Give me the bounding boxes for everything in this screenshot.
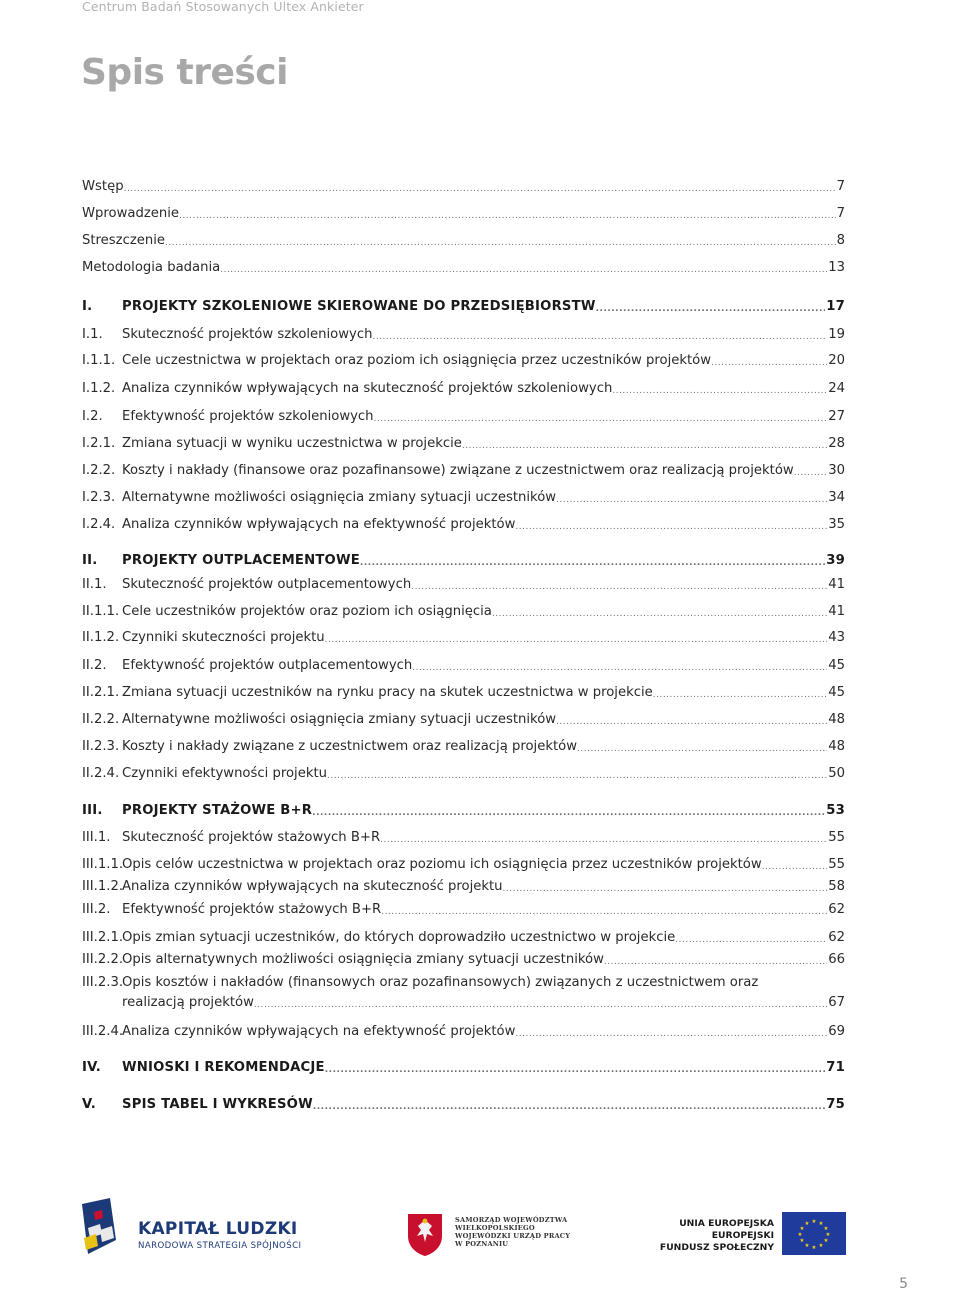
svg-text:★: ★	[799, 1238, 805, 1244]
svg-text:★: ★	[818, 1221, 824, 1227]
toc-entry[interactable]: III.1.2. Analiza czynników wpływających na skuteczność projektu ..... 58	[82, 877, 845, 897]
toc-entry[interactable]: Wstęp ..... 7	[82, 177, 845, 197]
svg-text:★: ★	[799, 1226, 805, 1232]
toc-entry[interactable]: Wprowadzenie ..... 7	[82, 204, 845, 224]
svg-text:★: ★	[811, 1245, 817, 1251]
toc-entry[interactable]: I.2.2. Koszty i nakłady (finansowe oraz pozafinansowe) związane z uczestnictwem oraz realizacją projektów ..... 30	[82, 461, 845, 481]
toc-entry-chapter[interactable]: V. SPIS TABEL I WYKRESÓW ..... 75	[82, 1095, 845, 1115]
svg-text:★: ★	[797, 1232, 803, 1238]
toc-entry[interactable]: Streszczenie ..... 8	[82, 231, 845, 251]
wielkopolska-crest-icon	[406, 1212, 444, 1256]
running-header: Centrum Badań Stosowanych Ultex Ankieter	[82, 0, 364, 14]
toc-entry[interactable]: III.1.1. Opis celów uczestnictwa w projektach oraz poziomu ich osiągnięcia przez uczestników projektów ..... 55	[82, 855, 845, 875]
toc-entry[interactable]: II.2.3. Koszty i nakłady związane z uczestnictwem oraz realizacją projektów ..... 48	[82, 737, 845, 757]
toc-entry[interactable]: III.2. Efektywność projektów stażowych B+R ..... 62	[82, 900, 845, 920]
toc-entry[interactable]: Metodologia badania ..... 13	[82, 258, 845, 278]
toc-entry[interactable]: I.2.4. Analiza czynników wpływających na efektywność projektów ..... 35	[82, 515, 845, 535]
toc-entry-chapter[interactable]: I. PROJEKTY SZKOLENIOWE SKIEROWANE DO PRZEDSIĘBIORSTW ..... 17	[82, 297, 845, 317]
toc-entry-chapter[interactable]: III. PROJEKTY STAŻOWE B+R ..... 53	[82, 801, 845, 821]
toc-entry[interactable]: I.1.1. Cele uczestnictwa w projektach oraz poziom ich osiągnięcia przez uczestników projektów ..... 20	[82, 351, 845, 371]
kapital-ludzki-logo-icon	[80, 1198, 118, 1256]
svg-text:★: ★	[825, 1232, 831, 1238]
toc-entry[interactable]: I.2.3. Alternatywne możliwości osiągnięcia zmiany sytuacji uczestników ..... 34	[82, 488, 845, 508]
toc-entry[interactable]: III.2.1. Opis zmian sytuacji uczestników, do których doprowadziło uczestnictwo w projekcie ..... 62	[82, 928, 845, 948]
eu-flag-icon	[782, 1212, 846, 1255]
toc-entry[interactable]: I.1.2. Analiza czynników wpływających na skuteczność projektów szkoleniowych ..... 24	[82, 379, 845, 399]
toc-entry[interactable]: I.2. Efektywność projektów szkoleniowych ..... 27	[82, 407, 845, 427]
toc-entry[interactable]: II.1.2. Czynniki skuteczności projektu ..... 43	[82, 628, 845, 648]
strategia-subtitle: NARODOWA STRATEGIA SPÓJNOŚCI	[138, 1241, 302, 1251]
toc-entry-chapter[interactable]: II. PROJEKTY OUTPLACEMENTOWE ..... 39	[82, 551, 845, 571]
toc-entry[interactable]: II.2.1. Zmiana sytuacji uczestników na rynku pracy na skutek uczestnictwa w projekcie ..... 45	[82, 683, 845, 703]
svg-text:★: ★	[823, 1226, 829, 1232]
toc-entry[interactable]: III.2.3. Opis kosztów i nakładów (finansowych oraz pozafinansowych) związanych z uczestnictwem oraz realizacją projektów ..... 67	[82, 973, 845, 1015]
samorzad-text: SAMORZĄD WOJEWÓDZTWA WIELKOPOLSKIEGO WOJEWÓDZKI URZĄD PRACY W POZNANIU	[455, 1216, 571, 1249]
toc-entry[interactable]: II.2. Efektywność projektów outplacementowych ..... 45	[82, 656, 845, 676]
svg-text:★: ★	[804, 1221, 810, 1227]
kapital-ludzki-title: KAPITAŁ LUDZKI	[138, 1219, 298, 1239]
toc-entry-chapter[interactable]: IV. WNIOSKI I REKOMENDACJE ..... 71	[82, 1058, 845, 1078]
toc-entry[interactable]: II.2.2. Alternatywne możliwości osiągnięcia zmiany sytuacji uczestników ..... 48	[82, 710, 845, 730]
toc-entry[interactable]: I.2.1. Zmiana sytuacji w wyniku uczestnictwa w projekcie ..... 28	[82, 434, 845, 454]
toc-entry[interactable]: III.1. Skuteczność projektów stażowych B+R ..... 55	[82, 828, 845, 848]
toc-entry[interactable]: I.1. Skuteczność projektów szkoleniowych ..... 19	[82, 325, 845, 345]
page-title: Spis treści	[81, 52, 288, 93]
svg-text:★: ★	[818, 1243, 824, 1249]
svg-text:★: ★	[804, 1243, 810, 1249]
toc-entry[interactable]: III.2.4. Analiza czynników wpływających na efektywność projektów ..... 69	[82, 1022, 845, 1042]
svg-text:★: ★	[811, 1219, 817, 1225]
toc-entry[interactable]: II.1. Skuteczność projektów outplacementowych ..... 41	[82, 575, 845, 595]
svg-text:★: ★	[823, 1238, 829, 1244]
toc-entry[interactable]: III.2.2. Opis alternatywnych możliwości osiągnięcia zmiany sytuacji uczestników ..... 66	[82, 950, 845, 970]
eu-text: UNIA EUROPEJSKA EUROPEJSKI FUNDUSZ SPOŁECZNY	[659, 1218, 774, 1253]
page-number: 5	[899, 1276, 908, 1292]
toc-entry[interactable]: II.2.4. Czynniki efektywności projektu ..... 50	[82, 764, 845, 784]
toc-entry[interactable]: II.1.1. Cele uczestników projektów oraz poziom ich osiągnięcia ..... 41	[82, 602, 845, 622]
